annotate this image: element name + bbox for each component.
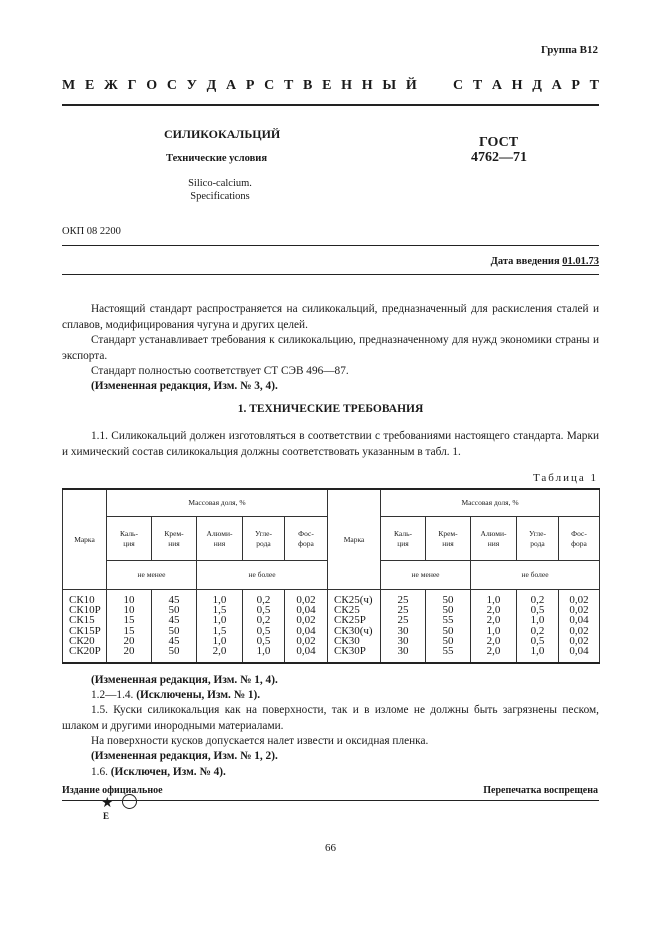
- section-1-heading: 1. ТЕХНИЧЕСКИЕ ТРЕБОВАНИЯ: [237, 403, 424, 415]
- title-en-line2: Specifications: [190, 191, 250, 202]
- reprint-prohibited: Перепечатка воспрещена: [483, 785, 598, 796]
- intro-paragraph-1: Настоящий стандарт распространяется на силикокальций, предназначенный для раскисления сталей и сплавов, модифицирования чугуна и других целей.: [62, 303, 599, 331]
- footer-rule: [62, 800, 599, 801]
- title-en-line1: Silico-calcium.: [188, 178, 252, 189]
- phosphorus-left: 0,02 0,04 0,02 0,04 0,02 0,04: [285, 590, 328, 664]
- not-less-right: не менее: [381, 561, 471, 590]
- doc-title: СИЛИКОКАЛЬЦИЙ: [164, 127, 281, 141]
- silicon-right: 50 50 55 50 50 55: [426, 590, 471, 664]
- heading-letter: Н: [341, 78, 353, 93]
- heading-letter: А: [551, 78, 562, 93]
- intro-amendment: (Измененная редакция, Изм. № 3, 4).: [91, 380, 278, 392]
- clause-1-6: [62, 765, 599, 781]
- heading-letter: Н: [511, 78, 523, 93]
- marks-right: СК25(ч) СК25 СК25Р СК30(ч) СК30 СК30Р: [328, 590, 381, 664]
- mass-fraction-left: Массовая доля, %: [107, 489, 328, 517]
- interstate-word: [62, 78, 417, 94]
- calcium-left: 10 10 15 15 20 20: [107, 590, 152, 664]
- clause-1-6-number: 1.6.: [91, 766, 108, 778]
- aluminium-right: 1,0 2,0 2,0 1,0 2,0 2,0: [471, 590, 517, 664]
- clause-1-1: 1.1. Силикокальций должен изготовляться в соответствии с требованиями настоящего стандарта. Марки и химический состав силикокальция должны соответствовать указанным в табл. 1.: [62, 430, 599, 458]
- table-caption: Таблица 1: [532, 472, 598, 484]
- table-data-row: [63, 590, 600, 664]
- carbon-left: 0,2 0,5 0,2 0,5 0,5 1,0: [243, 590, 285, 664]
- not-more-right: не более: [471, 561, 600, 590]
- intro-date: [491, 256, 599, 267]
- star-icon: ★: [101, 796, 114, 811]
- not-less-left: не менее: [107, 561, 197, 590]
- intro-date-value: 01.01.73: [562, 256, 599, 267]
- okp-code: ОКП 08 2200: [62, 226, 121, 237]
- intro-paragraph-2: Стандарт устанавливает требования к силикокальцию, предназначенному для нужд экономики страны и экспорта.: [62, 334, 599, 362]
- carbon-right: 0,2 0,5 1,0 0,2 0,5 1,0: [517, 590, 559, 664]
- intro-date-label: Дата введения: [490, 256, 560, 267]
- gost-block: [471, 135, 527, 165]
- circle-mark-icon: [122, 794, 137, 809]
- col-aluminium-right: Алюми- ния: [471, 517, 517, 561]
- heading-letter: Т: [283, 78, 294, 93]
- col-carbon-left: Угле- рода: [243, 517, 285, 561]
- clause-1-5-amendment: (Измененная редакция, Изм. № 1, 2).: [91, 750, 278, 762]
- heading-letter: Д: [532, 78, 542, 93]
- doc-subtitle: Технические условия: [166, 153, 268, 164]
- heading-letter: Р: [571, 78, 580, 93]
- marks-left: СК10 СК10Р СК15 СК15Р СК20 СК20Р: [63, 590, 107, 664]
- clause-1-6-text: (Исключен, Изм. № 4).: [110, 766, 226, 778]
- col-silicon-left: Крем- ния: [152, 517, 197, 561]
- phosphorus-right: 0,02 0,02 0,04 0,02 0,02 0,04: [559, 590, 600, 664]
- page-number: 66: [325, 842, 336, 854]
- clause-1-2-number: 1.2—1.4.: [91, 689, 134, 701]
- col-aluminium-left: Алюми- ния: [197, 517, 243, 561]
- official-edition: Издание официальное: [62, 785, 163, 796]
- heading-letter: С: [453, 78, 464, 93]
- col-mark-left: Марка: [63, 489, 107, 590]
- col-mark-right: Марка: [328, 489, 381, 590]
- heading-letter: Д: [206, 78, 217, 93]
- heading-letter: С: [264, 78, 275, 93]
- calcium-right: 25 25 25 30 30 30: [381, 590, 426, 664]
- clause-1-2-1-4: [62, 688, 599, 704]
- heading-letter: В: [303, 78, 313, 93]
- heading-letter: Й: [405, 78, 417, 93]
- heading-letter: Е: [84, 78, 95, 93]
- clause-1-5-note: На поверхности кусков допускается налет извести и оксидная пленка.: [91, 735, 429, 747]
- header-rule: [62, 104, 599, 106]
- rule-below-date: [62, 274, 599, 275]
- clause-1-5: 1.5. Куски силикокальция как на поверхности, так и в изломе не должны быть загрязнены песком, шлаком и другими инородными материалами.: [62, 704, 599, 732]
- heading-letter: Н: [361, 78, 373, 93]
- clause-1-2-text: (Исключены, Изм. № 1).: [136, 689, 261, 701]
- e-mark: Е: [103, 811, 110, 821]
- heading-letter: С: [166, 78, 177, 93]
- heading-letter: М: [62, 78, 76, 93]
- heading-letter: А: [491, 78, 502, 93]
- composition-table: [62, 488, 600, 664]
- col-calcium-left: Каль- ция: [107, 517, 152, 561]
- col-calcium-right: Каль- ция: [381, 517, 426, 561]
- col-carbon-right: Угле- рода: [517, 517, 559, 561]
- col-phosphorus-right: Фос- фора: [559, 517, 600, 561]
- gost-number: 4762—71: [471, 150, 527, 165]
- silicon-left: 45 50 45 50 45 50: [152, 590, 197, 664]
- heading-letter: У: [186, 78, 197, 93]
- table-amendment: (Измененная редакция, Изм. № 1, 4).: [91, 674, 278, 686]
- heading-letter: Ы: [382, 78, 397, 93]
- heading-letter: Т: [589, 78, 599, 93]
- heading-letter: О: [146, 78, 158, 93]
- doc-title-english: [160, 177, 280, 203]
- aluminium-left: 1,0 1,5 1,0 1,5 1,0 2,0: [197, 590, 243, 664]
- rule-above-date: [62, 245, 599, 246]
- heading-letter: Г: [127, 78, 137, 93]
- col-phosphorus-left: Фос- фора: [285, 517, 328, 561]
- gost-label: ГОСТ: [479, 135, 519, 150]
- group-code: Группа В12: [540, 44, 598, 56]
- heading-letter: Р: [245, 78, 255, 93]
- heading-letter: Е: [322, 78, 332, 93]
- mass-fraction-right: Массовая доля, %: [381, 489, 600, 517]
- heading-letter: Т: [472, 78, 483, 93]
- standard-word: [453, 78, 599, 94]
- intro-paragraph-3: Стандарт полностью соответствует СТ СЭВ 496—87.: [91, 365, 349, 377]
- interstate-standard-heading: [62, 78, 599, 94]
- col-silicon-right: Крем- ния: [426, 517, 471, 561]
- heading-letter: Ж: [104, 78, 118, 93]
- not-more-left: не более: [197, 561, 328, 590]
- heading-letter: А: [226, 78, 237, 93]
